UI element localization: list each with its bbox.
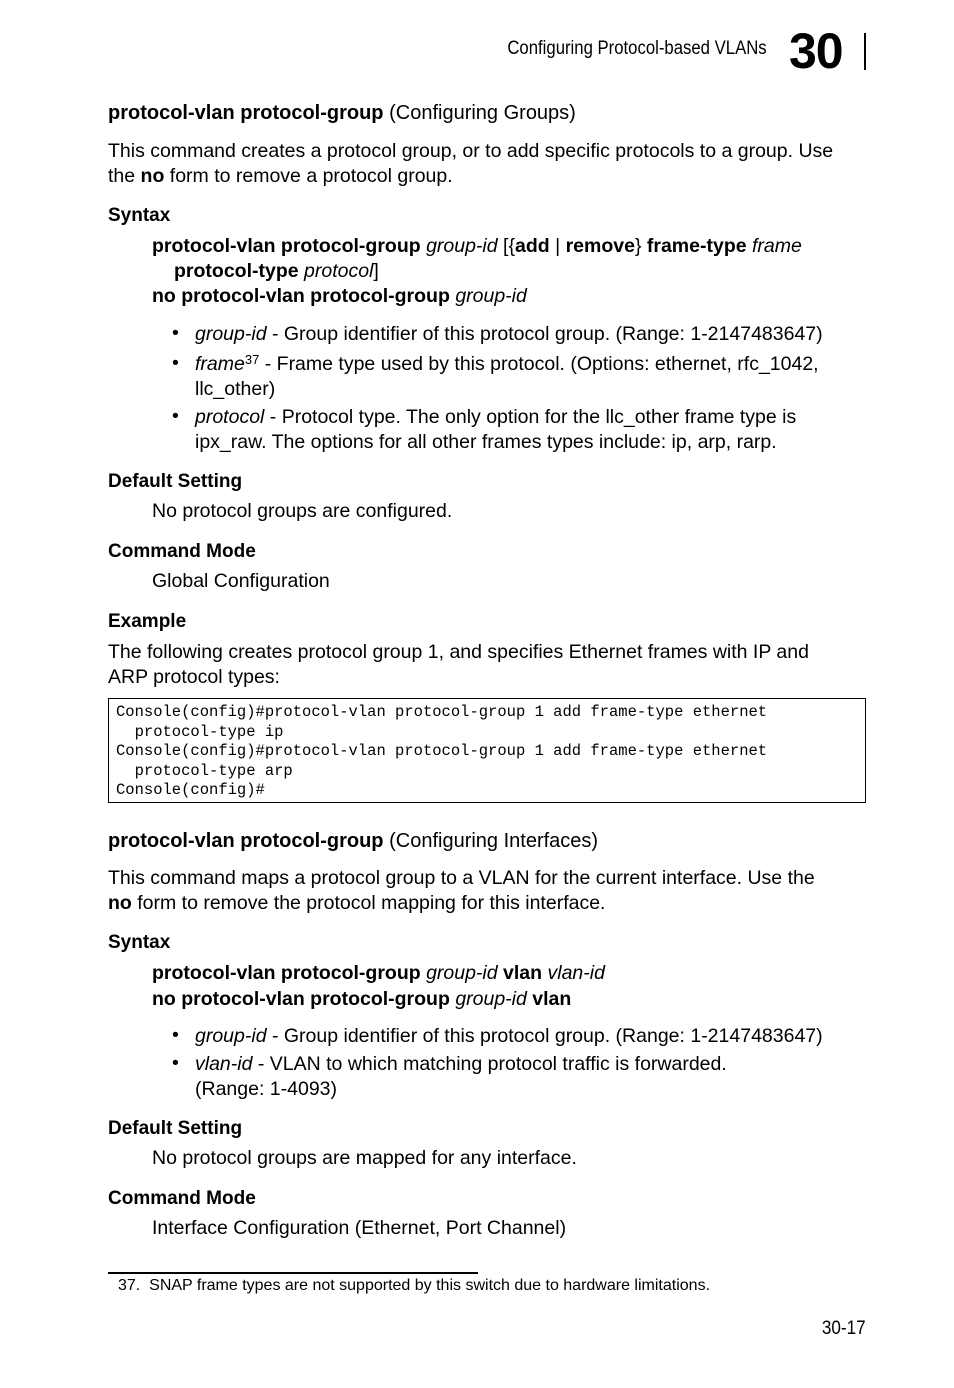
bullet-icon: • xyxy=(172,1024,179,1046)
code-line: Console(config)# xyxy=(116,781,265,799)
syntax-heading: Syntax xyxy=(108,205,171,226)
keyword-no: no xyxy=(108,892,132,914)
list-item: frame$^{37}$ - Frame type used by this protocol. (Options: ethernet, rfc_1042, llc_other) xyxy=(195,352,819,400)
default-setting-heading: Default Setting xyxy=(108,1118,243,1139)
bullet-icon: • xyxy=(172,405,179,427)
description-line: the no form to remove a protocol group. xyxy=(108,165,453,187)
example-heading: Example xyxy=(108,611,187,632)
code-line: Console(config)#protocol-vlan protocol-group 1 add frame-type ethernet xyxy=(116,703,768,721)
footnote-rule xyxy=(108,1272,478,1274)
command-name: protocol-vlan protocol-group xyxy=(108,830,384,852)
description-line: This command creates a protocol group, or to add specific protocols to a group. Use xyxy=(108,140,834,162)
syntax-line: protocol-vlan protocol-group group-id [{add | remove} frame-type frame xyxy=(152,235,802,257)
bullet-icon: • xyxy=(172,352,179,374)
bullet-icon: • xyxy=(172,1052,179,1074)
code-line: Console(config)#protocol-vlan protocol-group 1 add frame-type ethernet xyxy=(116,742,768,760)
syntax-line: protocol-vlan protocol-group group-id vlan vlan-id xyxy=(152,962,605,984)
page-number: 30-17 xyxy=(822,1318,866,1339)
command-mode-heading: Command Mode xyxy=(108,541,256,562)
default-setting-value: No protocol groups are mapped for any interface. xyxy=(152,1147,577,1169)
footnote xyxy=(118,1277,710,1295)
section-heading-interfaces xyxy=(108,830,598,853)
example-description: The following creates protocol group 1, and specifies Ethernet frames with IP and xyxy=(108,641,809,663)
chapter-number: 30 xyxy=(789,23,843,79)
command-mode-value: Global Configuration xyxy=(152,570,330,592)
command-name: protocol-vlan protocol-group xyxy=(108,102,384,124)
footnote-number: 37. xyxy=(118,1277,141,1294)
footnote-ref: 37 xyxy=(244,352,260,367)
command-subtitle: (Configuring Groups) xyxy=(389,102,576,124)
syntax-line: no protocol-vlan protocol-group group-id xyxy=(152,285,527,307)
code-line: protocol-type arp xyxy=(116,761,293,780)
list-item: protocol - Protocol type. The only option for the llc_other frame type is ipx_raw. The options for all other frames types include: ip, arp, rarp. xyxy=(195,406,797,453)
syntax-line: no protocol-vlan protocol-group group-id vlan xyxy=(152,988,572,1010)
command-subtitle: (Configuring Interfaces) xyxy=(389,830,599,852)
list-item: vlan-id - VLAN to which matching protocol traffic is forwarded. (Range: 1-4093) xyxy=(195,1053,727,1100)
default-setting-value: No protocol groups are configured. xyxy=(152,500,453,522)
default-setting-heading: Default Setting xyxy=(108,471,243,492)
code-example-box xyxy=(108,698,866,803)
description-line: This command maps a protocol group to a VLAN for the current interface. Use the xyxy=(108,867,815,889)
syntax-line: protocol-type protocol] xyxy=(174,260,379,282)
section-heading-groups xyxy=(108,102,576,125)
description-line: no form to remove the protocol mapping for this interface. xyxy=(108,892,606,914)
command-mode-value: Interface Configuration (Ethernet, Port Channel) xyxy=(152,1217,567,1239)
syntax-heading: Syntax xyxy=(108,932,171,953)
command-mode-heading: Command Mode xyxy=(108,1188,256,1209)
bullet-icon: • xyxy=(172,322,179,344)
keyword-no: no xyxy=(140,165,165,187)
footnote-text: SNAP frame types are not supported by this switch due to hardware limitations. xyxy=(149,1277,711,1294)
list-item: group-id - Group identifier of this protocol group. (Range: 1-2147483647) xyxy=(195,1025,823,1047)
running-header-title: Configuring Protocol-based VLANs xyxy=(507,38,767,59)
code-line: protocol-type ip xyxy=(116,722,284,741)
example-description: ARP protocol types: xyxy=(108,666,280,688)
chapter-bar xyxy=(864,33,866,70)
list-item: group-id - Group identifier of this protocol group. (Range: 1-2147483647) xyxy=(195,323,823,345)
